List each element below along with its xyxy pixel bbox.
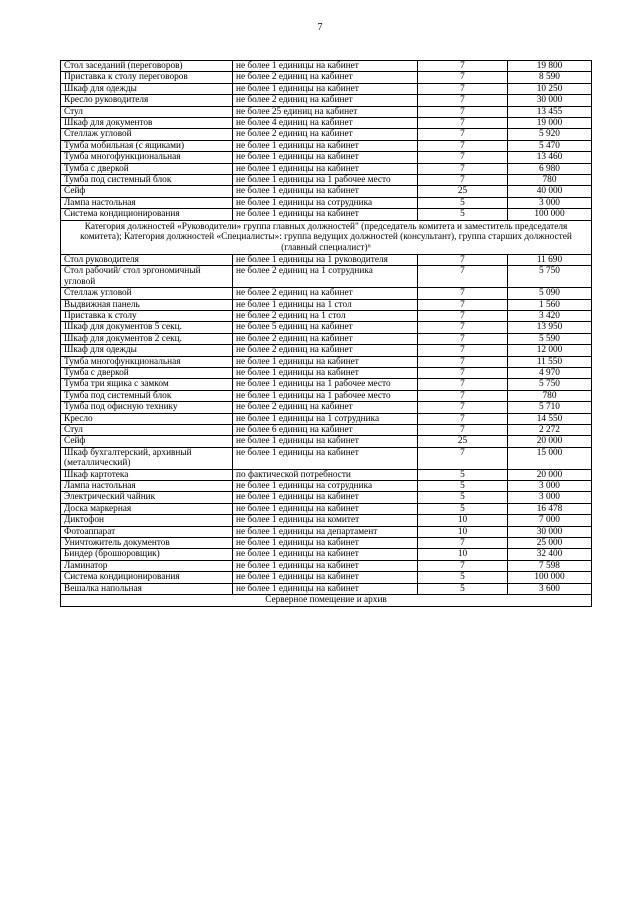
price-cell: 5 750 (508, 266, 592, 288)
price-cell: 3 000 (508, 481, 592, 492)
furniture-norms-table (60, 60, 592, 607)
norm-cell: не более 1 единицы на кабинет (233, 140, 418, 151)
table-row (61, 390, 592, 401)
service-life-cell: 7 (418, 379, 508, 390)
price-cell: 10 250 (508, 83, 592, 94)
norm-cell: не более 1 единицы на кабинет (233, 367, 418, 378)
table-row (61, 209, 592, 220)
norm-cell: не более 1 единицы на сотрудника (233, 481, 418, 492)
table-row (61, 583, 592, 594)
service-life-cell: 7 (418, 288, 508, 299)
service-life-cell: 7 (418, 140, 508, 151)
table-row (61, 503, 592, 514)
table-row (61, 356, 592, 367)
item-name-cell: Стол рабочий/ стол эргономичный угловой (61, 266, 233, 288)
price-cell: 20 000 (508, 436, 592, 447)
item-name-cell: Тумба под системный блок (61, 175, 233, 186)
item-name-cell: Биндер (брошюровщик) (61, 549, 233, 560)
service-life-cell: 7 (418, 118, 508, 129)
norm-cell: не более 1 единицы на кабинет (233, 492, 418, 503)
price-cell: 3 000 (508, 197, 592, 208)
table-footer-section (61, 595, 592, 606)
table-row (61, 515, 592, 526)
norm-cell: не более 2 единиц на кабинет (233, 129, 418, 140)
table-row (61, 61, 592, 72)
price-cell: 5 470 (508, 140, 592, 151)
item-name-cell: Приставка к столу переговоров (61, 72, 233, 83)
norm-cell: не более 2 единиц на кабинет (233, 288, 418, 299)
item-name-cell: Приставка к столу (61, 310, 233, 321)
table-row (61, 163, 592, 174)
price-cell: 11 690 (508, 254, 592, 265)
norm-cell: не более 1 единицы на кабинет (233, 447, 418, 469)
item-name-cell: Стеллаж угловой (61, 288, 233, 299)
price-cell: 32 400 (508, 549, 592, 560)
norm-cell: не более 1 единицы на кабинет (233, 503, 418, 514)
price-cell: 5 590 (508, 333, 592, 344)
table-row (61, 254, 592, 265)
norm-cell: не более 1 единицы на сотрудника (233, 197, 418, 208)
service-life-cell: 7 (418, 413, 508, 424)
item-name-cell: Тумба три ящика с замком (61, 379, 233, 390)
service-life-cell: 7 (418, 322, 508, 333)
norm-cell: не более 1 единицы на кабинет (233, 209, 418, 220)
norm-cell: не более 1 единицы на кабинет (233, 436, 418, 447)
norm-cell: не более 1 единицы на 1 стол (233, 299, 418, 310)
price-cell: 12 000 (508, 345, 592, 356)
section-header: Серверное помещение и архив (61, 595, 592, 606)
norm-cell: не более 1 единицы на 1 рабочее место (233, 390, 418, 401)
service-life-cell: 7 (418, 447, 508, 469)
norm-cell: не более 1 единицы на департамент (233, 526, 418, 537)
page-number: 7 (317, 22, 323, 33)
price-cell: 780 (508, 175, 592, 186)
item-name-cell: Тумба под офисную технику (61, 402, 233, 413)
norm-cell: не более 2 единиц на кабинет (233, 345, 418, 356)
table-row (61, 436, 592, 447)
service-life-cell: 7 (418, 163, 508, 174)
service-life-cell: 7 (418, 390, 508, 401)
service-life-cell: 7 (418, 356, 508, 367)
service-life-cell: 5 (418, 197, 508, 208)
table-row (61, 333, 592, 344)
norm-cell: не более 1 единицы на кабинет (233, 549, 418, 560)
table-row (61, 310, 592, 321)
table-row (61, 345, 592, 356)
item-name-cell: Шкаф для документов 2 секц. (61, 333, 233, 344)
norm-cell: не более 2 единиц на кабинет (233, 72, 418, 83)
table-category-section (61, 220, 592, 254)
table-section-b (61, 254, 592, 594)
norm-cell: не более 1 единицы на кабинет (233, 152, 418, 163)
table-row (61, 425, 592, 436)
item-name-cell: Выдвижная панель (61, 299, 233, 310)
service-life-cell: 10 (418, 515, 508, 526)
table-row (61, 538, 592, 549)
service-life-cell: 10 (418, 549, 508, 560)
service-life-cell: 7 (418, 129, 508, 140)
norm-cell: не более 4 единиц на кабинет (233, 118, 418, 129)
service-life-cell: 7 (418, 402, 508, 413)
service-life-cell: 7 (418, 72, 508, 83)
norm-cell: не более 1 единицы на кабинет (233, 61, 418, 72)
service-life-cell: 7 (418, 254, 508, 265)
item-name-cell: Стол руководителя (61, 254, 233, 265)
table-row (61, 447, 592, 469)
service-life-cell: 7 (418, 152, 508, 163)
price-cell: 40 000 (508, 186, 592, 197)
price-cell: 7 000 (508, 515, 592, 526)
table-row (61, 186, 592, 197)
price-cell: 2 272 (508, 425, 592, 436)
item-name-cell: Доска маркерная (61, 503, 233, 514)
table-row (61, 118, 592, 129)
category-header: Категория должностей «Руководители» группа главных должностей" (председатель комитета и заместитель председателя комитета); Категория должностей «Специалисты»: группа ведущих должностей (консультант), группа старших должностей (главный специалист)⁶ (61, 220, 592, 254)
item-name-cell: Диктофон (61, 515, 233, 526)
norm-cell: не более 1 единицы на комитет (233, 515, 418, 526)
service-life-cell: 25 (418, 436, 508, 447)
norm-cell: не более 1 единицы на 1 сотрудника (233, 413, 418, 424)
price-cell: 11 550 (508, 356, 592, 367)
price-cell: 5 920 (508, 129, 592, 140)
table-row (61, 288, 592, 299)
norm-cell: по фактической потребности (233, 469, 418, 480)
service-life-cell: 7 (418, 61, 508, 72)
table-row (61, 175, 592, 186)
price-cell: 19 000 (508, 118, 592, 129)
table-row (61, 549, 592, 560)
service-life-cell: 7 (418, 175, 508, 186)
price-cell: 7 598 (508, 560, 592, 571)
table-row (61, 266, 592, 288)
table-row (61, 402, 592, 413)
service-life-cell: 5 (418, 503, 508, 514)
price-cell: 780 (508, 390, 592, 401)
item-name-cell: Кресло (61, 413, 233, 424)
service-life-cell: 7 (418, 95, 508, 106)
item-name-cell: Шкаф для документов (61, 118, 233, 129)
table-row (61, 492, 592, 503)
price-cell: 14 550 (508, 413, 592, 424)
item-name-cell: Уничтожитель документов (61, 538, 233, 549)
table-row (61, 197, 592, 208)
table-row (61, 299, 592, 310)
table-row (61, 526, 592, 537)
item-name-cell: Фотоаппарат (61, 526, 233, 537)
service-life-cell: 7 (418, 367, 508, 378)
service-life-cell: 7 (418, 333, 508, 344)
item-name-cell: Система кондиционирования (61, 572, 233, 583)
norm-cell: не более 2 единиц на кабинет (233, 402, 418, 413)
table-row (61, 72, 592, 83)
norm-cell: не более 25 единиц на кабинет (233, 106, 418, 117)
table-row (61, 572, 592, 583)
price-cell: 16 478 (508, 503, 592, 514)
price-cell: 5 750 (508, 379, 592, 390)
price-cell: 20 000 (508, 469, 592, 480)
table-row (61, 413, 592, 424)
norm-cell: не более 2 единиц на кабинет (233, 95, 418, 106)
service-life-cell: 7 (418, 299, 508, 310)
category-header-row (61, 220, 592, 254)
price-cell: 1 560 (508, 299, 592, 310)
item-name-cell: Сейф (61, 436, 233, 447)
table-row (61, 481, 592, 492)
item-name-cell: Шкаф для одежды (61, 345, 233, 356)
service-life-cell: 7 (418, 310, 508, 321)
service-life-cell: 25 (418, 186, 508, 197)
item-name-cell: Электрический чайник (61, 492, 233, 503)
norm-cell: не более 1 единицы на 1 рабочее место (233, 379, 418, 390)
norm-cell: не более 1 единицы на кабинет (233, 356, 418, 367)
price-cell: 5 090 (508, 288, 592, 299)
table-row (61, 469, 592, 480)
service-life-cell: 5 (418, 469, 508, 480)
item-name-cell: Система кондиционирования (61, 209, 233, 220)
table-row (61, 560, 592, 571)
item-name-cell: Стул (61, 425, 233, 436)
item-name-cell: Шкаф картотека (61, 469, 233, 480)
norm-cell: не более 5 единиц на кабинет (233, 322, 418, 333)
item-name-cell: Ламинатор (61, 560, 233, 571)
price-cell: 13 455 (508, 106, 592, 117)
item-name-cell: Тумба многофункциональная (61, 152, 233, 163)
table-row (61, 95, 592, 106)
table-row (61, 129, 592, 140)
norm-cell: не более 2 единиц на 1 стол (233, 310, 418, 321)
item-name-cell: Тумба многофункциональная (61, 356, 233, 367)
item-name-cell: Лампа настольная (61, 197, 233, 208)
item-name-cell: Тумба под системный блок (61, 390, 233, 401)
item-name-cell: Стеллаж угловой (61, 129, 233, 140)
norm-cell: не более 1 единицы на 1 руководителя (233, 254, 418, 265)
service-life-cell: 5 (418, 209, 508, 220)
norm-cell: не более 1 единицы на кабинет (233, 583, 418, 594)
table-section-a (61, 61, 592, 221)
price-cell: 6 980 (508, 163, 592, 174)
service-life-cell: 7 (418, 266, 508, 288)
table-row (61, 379, 592, 390)
item-name-cell: Шкаф для одежды (61, 83, 233, 94)
price-cell: 30 000 (508, 95, 592, 106)
norm-cell: не более 1 единицы на кабинет (233, 186, 418, 197)
price-cell: 3 600 (508, 583, 592, 594)
item-name-cell: Лампа настольная (61, 481, 233, 492)
price-cell: 15 000 (508, 447, 592, 469)
service-life-cell: 7 (418, 83, 508, 94)
item-name-cell: Шкаф бухгалтерский, архивный (металлический) (61, 447, 233, 469)
norm-cell: не более 1 единицы на кабинет (233, 83, 418, 94)
service-life-cell: 7 (418, 345, 508, 356)
norm-cell: не более 1 единицы на кабинет (233, 560, 418, 571)
price-cell: 13 460 (508, 152, 592, 163)
item-name-cell: Вешалка напольная (61, 583, 233, 594)
price-cell: 13 950 (508, 322, 592, 333)
table-row (61, 367, 592, 378)
table-row (61, 140, 592, 151)
item-name-cell: Стул (61, 106, 233, 117)
price-cell: 3 000 (508, 492, 592, 503)
item-name-cell: Тумба с дверкой (61, 367, 233, 378)
service-life-cell: 10 (418, 526, 508, 537)
service-life-cell: 5 (418, 583, 508, 594)
price-cell: 5 710 (508, 402, 592, 413)
table-row (61, 322, 592, 333)
price-cell: 25 000 (508, 538, 592, 549)
price-cell: 3 420 (508, 310, 592, 321)
norm-cell: не более 6 единиц на кабинет (233, 425, 418, 436)
table-row (61, 152, 592, 163)
section-header-row (61, 595, 592, 606)
item-name-cell: Тумба мобильная (с ящиками) (61, 140, 233, 151)
item-name-cell: Шкаф для документов 5 секц. (61, 322, 233, 333)
service-life-cell: 7 (418, 106, 508, 117)
price-cell: 19 800 (508, 61, 592, 72)
price-cell: 100 000 (508, 209, 592, 220)
norm-cell: не более 1 единицы на кабинет (233, 163, 418, 174)
price-cell: 30 000 (508, 526, 592, 537)
norm-cell: не более 1 единицы на кабинет (233, 572, 418, 583)
norm-cell: не более 2 единиц на кабинет (233, 333, 418, 344)
price-cell: 100 000 (508, 572, 592, 583)
table-row (61, 83, 592, 94)
price-cell: 8 590 (508, 72, 592, 83)
item-name-cell: Тумба с дверкой (61, 163, 233, 174)
price-cell: 4 970 (508, 367, 592, 378)
norm-cell: не более 1 единицы на кабинет (233, 538, 418, 549)
item-name-cell: Стол заседаний (переговоров) (61, 61, 233, 72)
service-life-cell: 7 (418, 560, 508, 571)
norm-cell: не более 2 единиц на 1 сотрудника (233, 266, 418, 288)
service-life-cell: 5 (418, 492, 508, 503)
service-life-cell: 5 (418, 481, 508, 492)
service-life-cell: 7 (418, 538, 508, 549)
norm-cell: не более 1 единицы на 1 рабочее место (233, 175, 418, 186)
item-name-cell: Кресло руководителя (61, 95, 233, 106)
service-life-cell: 7 (418, 425, 508, 436)
item-name-cell: Сейф (61, 186, 233, 197)
service-life-cell: 5 (418, 572, 508, 583)
table-row (61, 106, 592, 117)
